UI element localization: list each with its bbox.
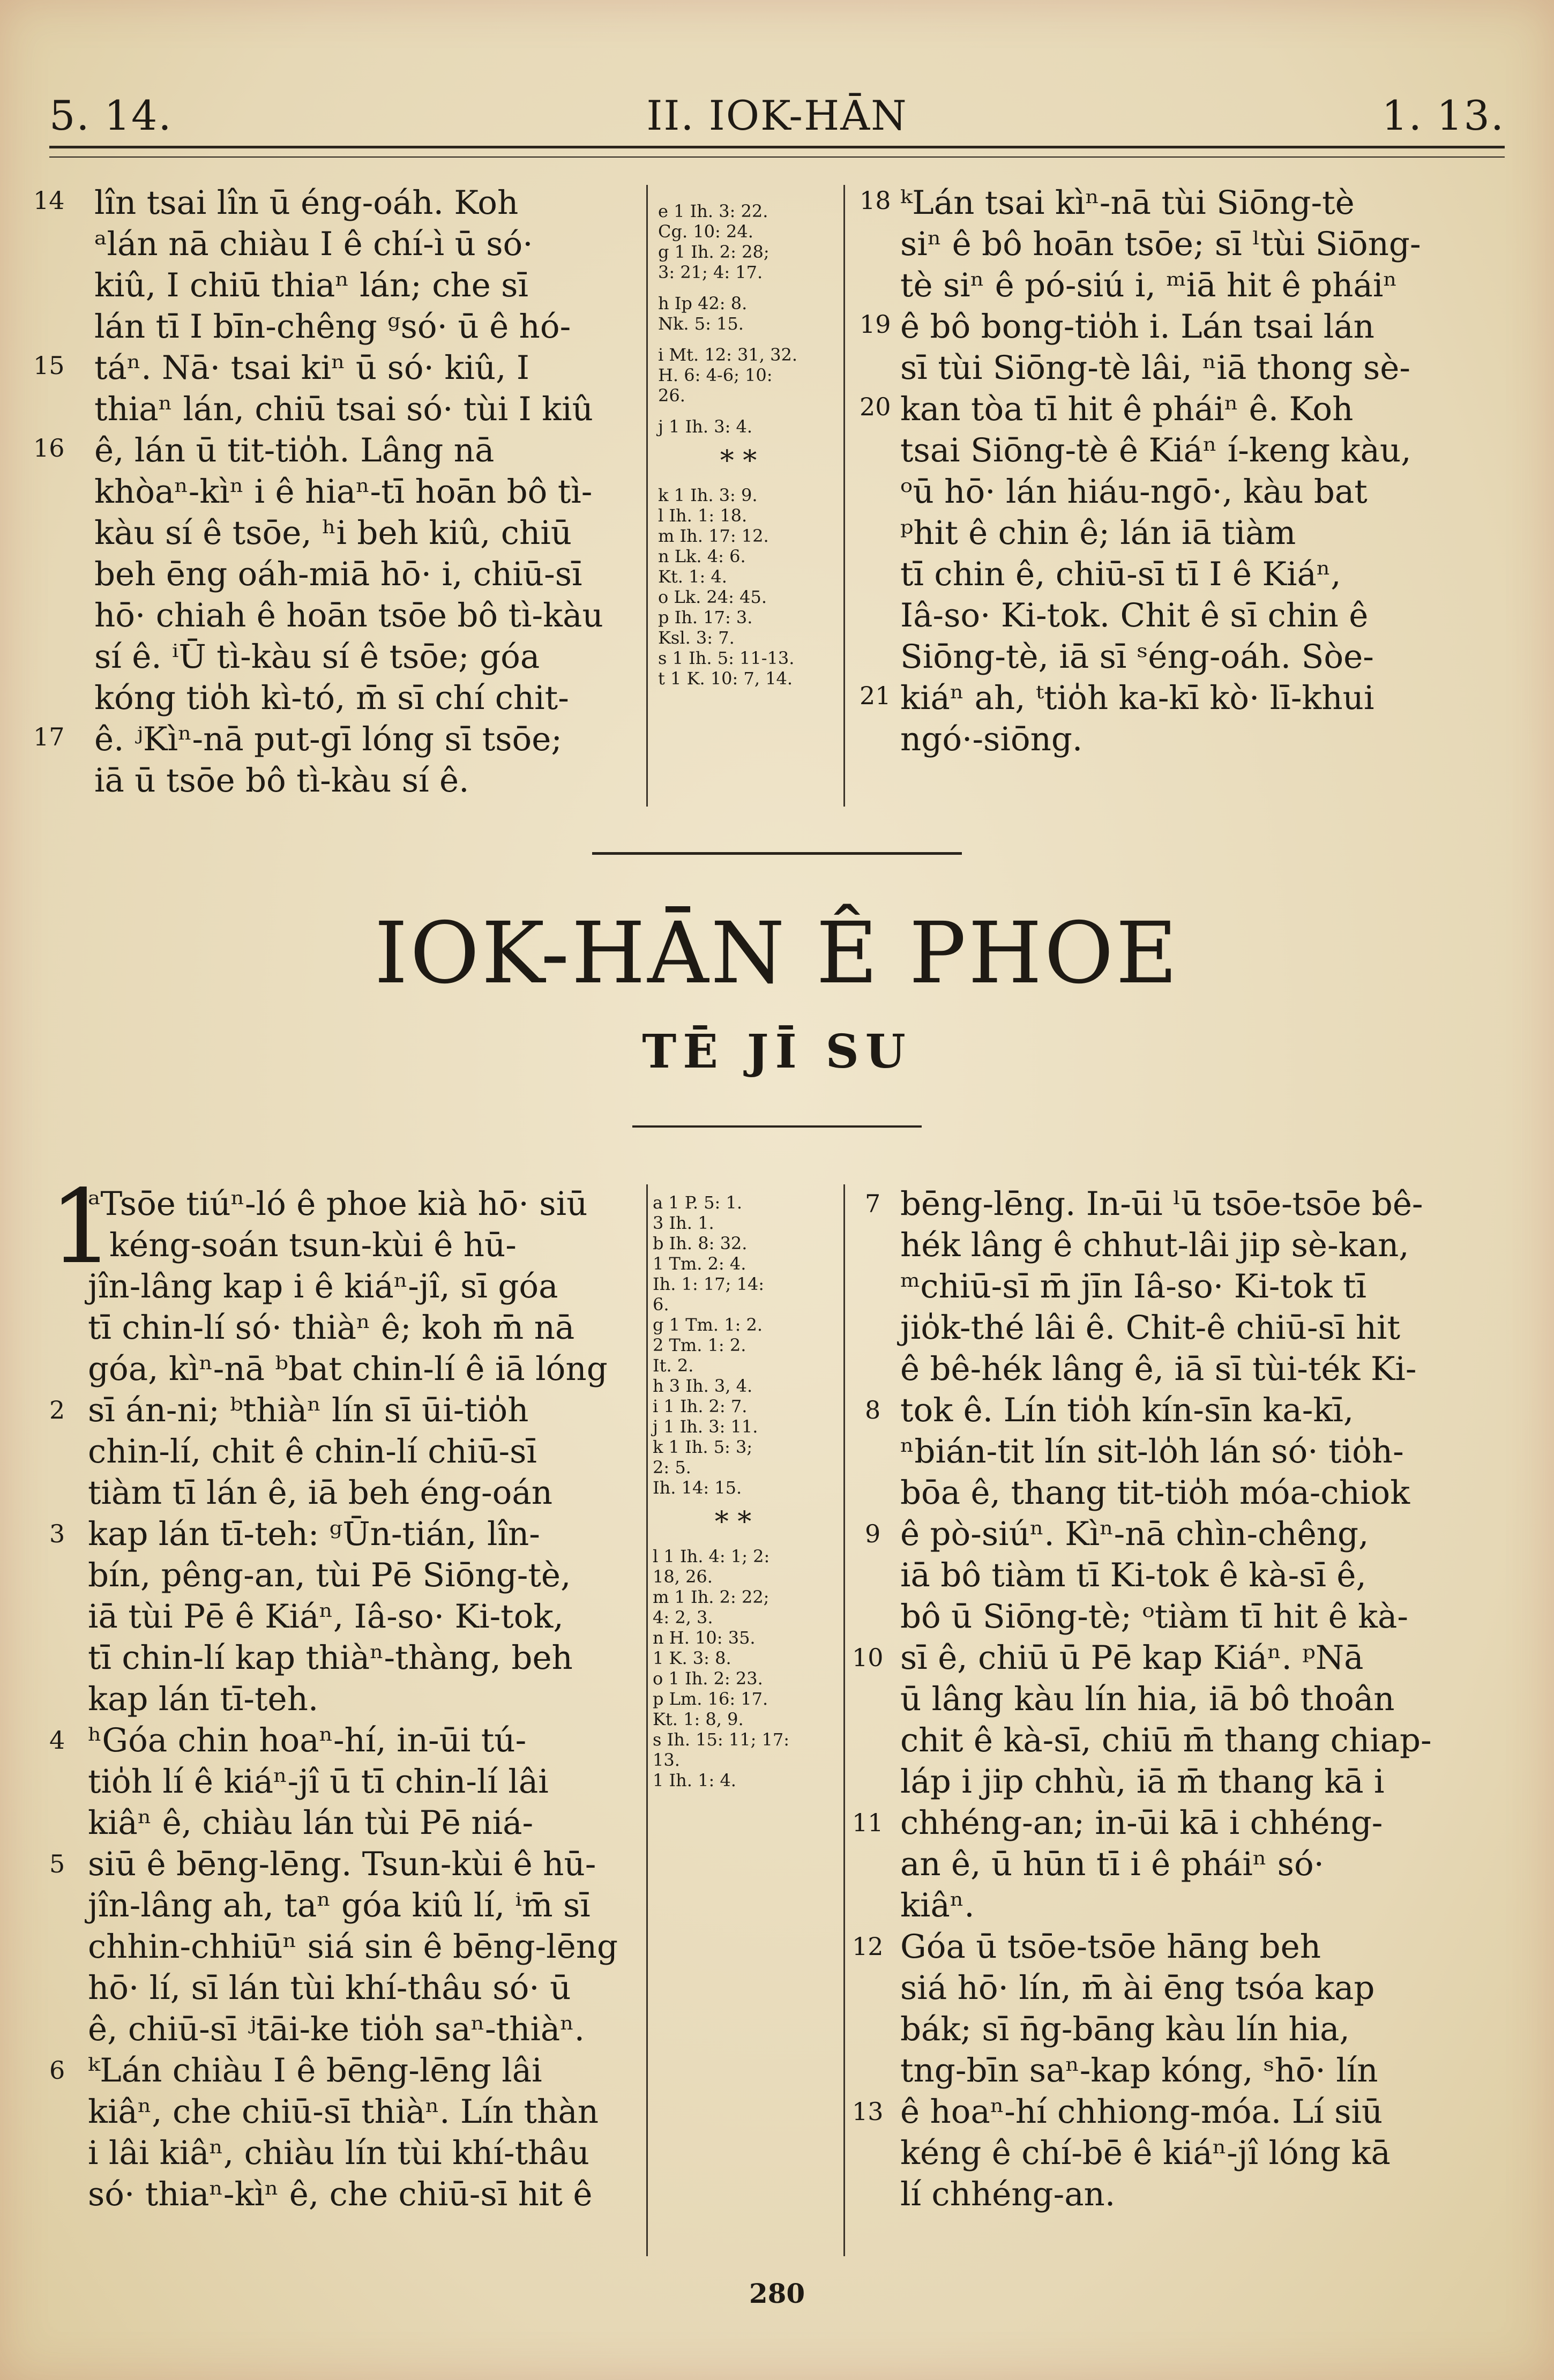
text-line: só· thiaⁿ-kìⁿ ê, che chiū-sī hit ê xyxy=(88,2175,593,2213)
bottom-cross-references xyxy=(653,1192,813,1790)
text-line: kap lán tī-teh: ᵍŪn-tián, lîn- xyxy=(88,1515,540,1553)
verse-number: 13 xyxy=(852,2097,884,2126)
book-subtitle: TĒ JĪ SU xyxy=(642,1025,912,1079)
text-line: thiaⁿ lán, chiū tsai só· tùi I kiû xyxy=(94,390,593,428)
text-line: lîn tsai lîn ū éng-oáh. Koh xyxy=(94,184,519,222)
text-line: bēng-lēng. In-ūi ˡū tsōe-tsōe bê- xyxy=(900,1185,1423,1223)
text-line: iā tùi Pē ê Kiáⁿ, Iâ-so· Ki-tok, xyxy=(88,1598,564,1636)
text-line: bín, pêng-an, tùi Pē Siōng-tè, xyxy=(88,1556,571,1594)
text-line: hék lâng ê chhut-lâi jip sè-kan, xyxy=(900,1226,1409,1264)
cross-reference: 3: 21; 4: 17. xyxy=(658,262,763,282)
verse-number: 8 xyxy=(865,1396,881,1424)
cross-reference: s Ih. 15: 11; 17: xyxy=(653,1729,790,1750)
verse-number: 14 xyxy=(33,186,65,215)
cross-reference: 1 Ih. 1: 4. xyxy=(653,1770,736,1790)
cross-reference: t 1 K. 10: 7, 14. xyxy=(658,668,793,689)
text-line: ᵃlán nā chiàu I ê chí-ì ū só· xyxy=(94,225,533,263)
cross-reference: b Ih. 8: 32. xyxy=(653,1233,748,1254)
cross-reference: 26. xyxy=(658,385,685,406)
text-line: hō· chiah ê hoān tsōe bô tì-kàu xyxy=(94,596,603,635)
column-rule xyxy=(843,185,845,807)
cross-reference: 6. xyxy=(653,1294,669,1315)
text-line: láp i jip chhù, iā m̄ thang kā i xyxy=(900,1763,1385,1801)
text-line: Siōng-tè, iā sī ˢéng-oáh. Sòe- xyxy=(900,638,1374,676)
section-divider-top xyxy=(592,852,962,855)
text-line: ê. ʲKìⁿ-nā put-gī lóng sī tsōe; xyxy=(94,720,562,758)
text-line: tio̍h lí ê kiáⁿ-jî ū tī chin-lí lâi xyxy=(88,1763,549,1801)
cross-reference: m 1 Ih. 2: 22; xyxy=(653,1587,769,1607)
cross-reference: j 1 Ih. 3: 11. xyxy=(653,1416,758,1437)
bottom-right-text-column xyxy=(900,1183,1490,2215)
cross-reference: H. 6: 4-6; 10: xyxy=(658,365,773,385)
text-line: tng-bīn saⁿ-kap kóng, ˢhō· lín xyxy=(900,2051,1378,2090)
top-right-text-column xyxy=(900,182,1490,760)
text-line: bák; sī n̄g-bāng kàu lín hia, xyxy=(900,2010,1350,2048)
column-rule xyxy=(843,1184,845,2256)
cross-reference: Ih. 1: 17; 14: xyxy=(653,1274,765,1294)
text-line: kéng ê chí-bē ê kiáⁿ-jî lóng kā xyxy=(900,2134,1391,2172)
text-line: sī tùi Siōng-tè lâi, ⁿiā thong sè- xyxy=(900,349,1410,387)
verse-number: 10 xyxy=(852,1643,884,1672)
text-line: tsai Siōng-tè ê Kiáⁿ í-keng kàu, xyxy=(900,431,1411,469)
text-line: ᵐchiū-sī m̄ jīn Iâ-so· Ki-tok tī xyxy=(900,1267,1366,1305)
text-line: khòaⁿ-kìⁿ i ê hiaⁿ-tī hoān bô tì- xyxy=(94,473,593,511)
text-line: sī án-ni; ᵇthiàⁿ lín sī ūi-tio̍h xyxy=(88,1391,529,1429)
text-line: ʰGóa chin hoaⁿ-hí, in-ūi tú- xyxy=(88,1721,527,1759)
text-line: ê bô bong-tio̍h i. Lán tsai lán xyxy=(900,308,1374,346)
cross-reference: Kt. 1: 4. xyxy=(658,566,727,587)
text-line: ê, chiū-sī ʲtāi-ke tio̍h saⁿ-thiàⁿ. xyxy=(88,2010,585,2048)
top-cross-references xyxy=(658,201,819,689)
verse-number: 21 xyxy=(860,681,891,710)
text-line: tī chin ê, chiū-sī tī I ê Kiáⁿ, xyxy=(900,555,1341,593)
cross-reference: 4: 2, 3. xyxy=(653,1607,713,1628)
text-line: kiû, I chiū thiaⁿ lán; che sī xyxy=(94,266,528,304)
text-line: tiàm tī lán ê, iā beh éng-oán xyxy=(88,1474,552,1512)
text-line: kiâⁿ ê, chiàu lán tùi Pē niá- xyxy=(88,1804,534,1842)
verse-number: 12 xyxy=(852,1932,884,1961)
text-line: lí chhéng-an. xyxy=(900,2175,1116,2213)
verse-number: 3 xyxy=(49,1519,65,1548)
text-line: sī ê, chiū ū Pē kap Kiáⁿ. ᵖNā xyxy=(900,1639,1364,1677)
cross-reference: o Lk. 24: 45. xyxy=(658,587,767,607)
text-line: kàu sí ê tsōe, ʰi beh kiû, chiū xyxy=(94,514,572,552)
verse-number: 15 xyxy=(33,351,65,380)
cross-reference: n Lk. 4: 6. xyxy=(658,546,746,566)
cross-reference: 13. xyxy=(653,1750,680,1770)
asterisk-separator: * * xyxy=(720,445,757,477)
text-line: kóng tio̍h kì-tó, m̄ sī chí chit- xyxy=(94,679,569,717)
cross-reference: It. 2. xyxy=(653,1355,694,1376)
cross-reference: 18, 26. xyxy=(653,1566,713,1587)
cross-reference: s 1 Ih. 5: 11-13. xyxy=(658,648,795,668)
text-line: ê hoaⁿ-hí chhiong-móa. Lí siū xyxy=(900,2093,1383,2131)
cross-reference: k 1 Ih. 5: 3; xyxy=(653,1437,753,1457)
verse-number: 7 xyxy=(865,1189,881,1218)
text-line: siⁿ ê bô hoān tsōe; sī ˡtùi Siōng- xyxy=(900,225,1421,263)
text-line: ᵏLán chiàu I ê bēng-lēng lâi xyxy=(88,2051,542,2090)
section-divider-bottom xyxy=(632,1125,922,1128)
cross-reference: p Lm. 16: 17. xyxy=(653,1689,768,1709)
cross-reference: g 1 Tm. 1: 2. xyxy=(653,1315,763,1335)
column-rule xyxy=(646,185,648,807)
text-line: ᵒū hō· lán hiáu-ngō·, kàu bat xyxy=(900,473,1368,511)
text-line: ê bê-hék lâng ê, iā sī tùi-ték Ki- xyxy=(900,1350,1417,1388)
text-line: kan tòa tī hit ê pháiⁿ ê. Koh xyxy=(900,390,1354,428)
text-line: ngó·-siōng. xyxy=(900,720,1083,758)
header-left-reference: 5. 14. xyxy=(49,92,173,139)
text-line: chit ê kà-sī, chiū m̄ thang chiap- xyxy=(900,1721,1432,1759)
text-line: góa, kìⁿ-nā ᵇbat chin-lí ê iā lóng xyxy=(88,1350,608,1388)
text-line: kiâⁿ, che chiū-sī thiàⁿ. Lín thàn xyxy=(88,2093,599,2131)
cross-reference: m Ih. 17: 12. xyxy=(658,526,769,546)
cross-reference: j 1 Ih. 3: 4. xyxy=(658,416,753,437)
text-line: i lâi kiâⁿ, chiàu lín tùi khí-thâu xyxy=(88,2134,589,2172)
text-line: Góa ū tsōe-tsōe hāng beh xyxy=(900,1928,1321,1966)
text-line: tī chin-lí só· thiàⁿ ê; koh m̄ nā xyxy=(88,1309,575,1347)
text-line: ⁿbián-tit lín sit-lo̍h lán só· tio̍h- xyxy=(900,1433,1404,1471)
text-line: tī chin-lí kap thiàⁿ-thàng, beh xyxy=(88,1639,573,1677)
cross-reference: Cg. 10: 24. xyxy=(658,221,753,242)
header-rule-thick xyxy=(49,146,1505,148)
text-line: táⁿ. Nā· tsai kiⁿ ū só· kiû, I xyxy=(94,349,530,387)
text-line: kiâⁿ. xyxy=(900,1886,975,1924)
verse-number: 18 xyxy=(860,186,891,215)
cross-reference: 3 Ih. 1. xyxy=(653,1213,714,1233)
cross-reference: 2: 5. xyxy=(653,1457,691,1478)
cross-reference: h 3 Ih. 3, 4. xyxy=(653,1376,753,1396)
verse-number: 11 xyxy=(852,1808,884,1837)
book-title: IOK-HĀN Ê PHOE xyxy=(374,904,1180,1003)
text-line: lán tī I bīn-chêng ᵍsó· ū ê hó- xyxy=(94,308,571,346)
cross-reference: i Mt. 12: 31, 32. xyxy=(658,345,797,365)
cross-reference: o 1 Ih. 2: 23. xyxy=(653,1668,763,1689)
verse-number: 17 xyxy=(33,722,65,751)
verse-number: 4 xyxy=(49,1726,65,1755)
top-left-text-column xyxy=(94,182,630,801)
cross-reference: Nk. 5: 15. xyxy=(658,314,744,334)
cross-reference: i 1 Ih. 2: 7. xyxy=(653,1396,748,1416)
text-line: beh ēng oáh-miā hō· i, chiū-sī xyxy=(94,555,582,593)
cross-reference: e 1 Ih. 3: 22. xyxy=(658,201,768,221)
cross-reference: l 1 Ih. 4: 1; 2: xyxy=(653,1546,770,1566)
cross-reference: 2 Tm. 1: 2. xyxy=(653,1335,746,1355)
text-line: ū lâng kàu lín hia, iā bô thoân xyxy=(900,1680,1395,1718)
text-line: jio̍k-thé lâi ê. Chit-ê chiū-sī hit xyxy=(900,1309,1401,1347)
cross-reference: p Ih. 17: 3. xyxy=(658,607,753,628)
text-line: chhéng-an; in-ūi kā i chhéng- xyxy=(900,1804,1383,1842)
cross-reference: 1 K. 3: 8. xyxy=(653,1648,731,1668)
text-line: ê pò-siúⁿ. Kìⁿ-nā chìn-chêng, xyxy=(900,1515,1369,1553)
bottom-left-text-column xyxy=(88,1183,629,2215)
verse-number: 20 xyxy=(860,392,891,421)
text-line: iā bô tiàm tī Ki-tok ê kà-sī ê, xyxy=(900,1556,1366,1594)
header-book-title: II. IOK-HĀN xyxy=(646,92,908,139)
asterisk-separator: * * xyxy=(714,1506,752,1538)
page-number: 280 xyxy=(749,2278,805,2309)
text-line: siá hō· lín, m̄ ài ēng tsóa kap xyxy=(900,1969,1375,2007)
header-right-reference: 1. 13. xyxy=(1381,92,1505,139)
verse-number: 2 xyxy=(49,1396,65,1424)
text-line: sí ê. ⁱŪ tì-kàu sí ê tsōe; góa xyxy=(94,638,540,676)
verse-number: 9 xyxy=(865,1519,881,1548)
text-line: hō· lí, sī lán tùi khí-thâu só· ū xyxy=(88,1969,571,2007)
text-line: bô ū Siōng-tè; ᵒtiàm tī hit ê kà- xyxy=(900,1598,1409,1636)
text-line: iā ū tsōe bô tì-kàu sí ê. xyxy=(94,762,469,800)
text-line: an ê, ū hūn tī i ê pháiⁿ só· xyxy=(900,1845,1325,1883)
text-line: chhin-chhiūⁿ siá sin ê bēng-lēng xyxy=(88,1928,618,1966)
text-line: tok ê. Lín tio̍h kín-sīn ka-kī, xyxy=(900,1391,1354,1429)
cross-reference: Ksl. 3: 7. xyxy=(658,628,735,648)
text-line: jîn-lâng kap i ê kiáⁿ-jî, sī góa xyxy=(88,1267,558,1305)
text-line: kiáⁿ ah, ᵗtio̍h ka-kī kò· lī-khui xyxy=(900,679,1374,717)
cross-reference: l Ih. 1: 18. xyxy=(658,505,748,526)
text-line: ᵏLán tsai kìⁿ-nā tùi Siōng-tè xyxy=(900,184,1355,222)
cross-reference: h Ip 42: 8. xyxy=(658,293,748,314)
cross-reference: n H. 10: 35. xyxy=(653,1628,756,1648)
text-line: chin-lí, chit ê chin-lí chiū-sī xyxy=(88,1433,537,1471)
cross-reference: Ih. 14: 15. xyxy=(653,1478,742,1498)
verse-number: 6 xyxy=(49,2056,65,2085)
cross-reference: a 1 P. 5: 1. xyxy=(653,1192,743,1213)
cross-reference: g 1 Ih. 2: 28; xyxy=(658,242,769,262)
header-rule-thin xyxy=(49,156,1505,158)
cross-reference: Kt. 1: 8, 9. xyxy=(653,1709,744,1729)
column-rule xyxy=(646,1184,648,2256)
text-line: kéng-soán tsun-kùi ê hū- xyxy=(109,1226,517,1264)
text-line: jîn-lâng ah, taⁿ góa kiû lí, ⁱm̄ sī xyxy=(88,1886,591,1924)
verse-number: 19 xyxy=(860,310,891,339)
verse-number: 5 xyxy=(49,1849,65,1878)
cross-reference: 1 Tm. 2: 4. xyxy=(653,1254,746,1274)
text-line: siū ê bēng-lēng. Tsun-kùi ê hū- xyxy=(88,1845,596,1883)
text-line: Iâ-so· Ki-tok. Chit ê sī chin ê xyxy=(900,596,1369,635)
verse-number: 16 xyxy=(33,434,65,462)
text-line: kap lán tī-teh. xyxy=(88,1680,319,1718)
cross-reference: k 1 Ih. 3: 9. xyxy=(658,485,758,505)
text-line: ê, lán ū tit-tio̍h. Lâng nā xyxy=(94,431,495,469)
text-line: bōa ê, thang tit-tio̍h móa-chiok xyxy=(900,1474,1410,1512)
text-line: ᵖhit ê chin ê; lán iā tiàm xyxy=(900,514,1296,552)
text-line: tè siⁿ ê pó-siú i, ᵐiā hit ê pháiⁿ xyxy=(900,266,1398,304)
text-line: ᵃTsōe tiúⁿ-ló ê phoe kià hō· siū xyxy=(88,1185,588,1223)
chapter-number: 1 xyxy=(49,1168,114,1286)
